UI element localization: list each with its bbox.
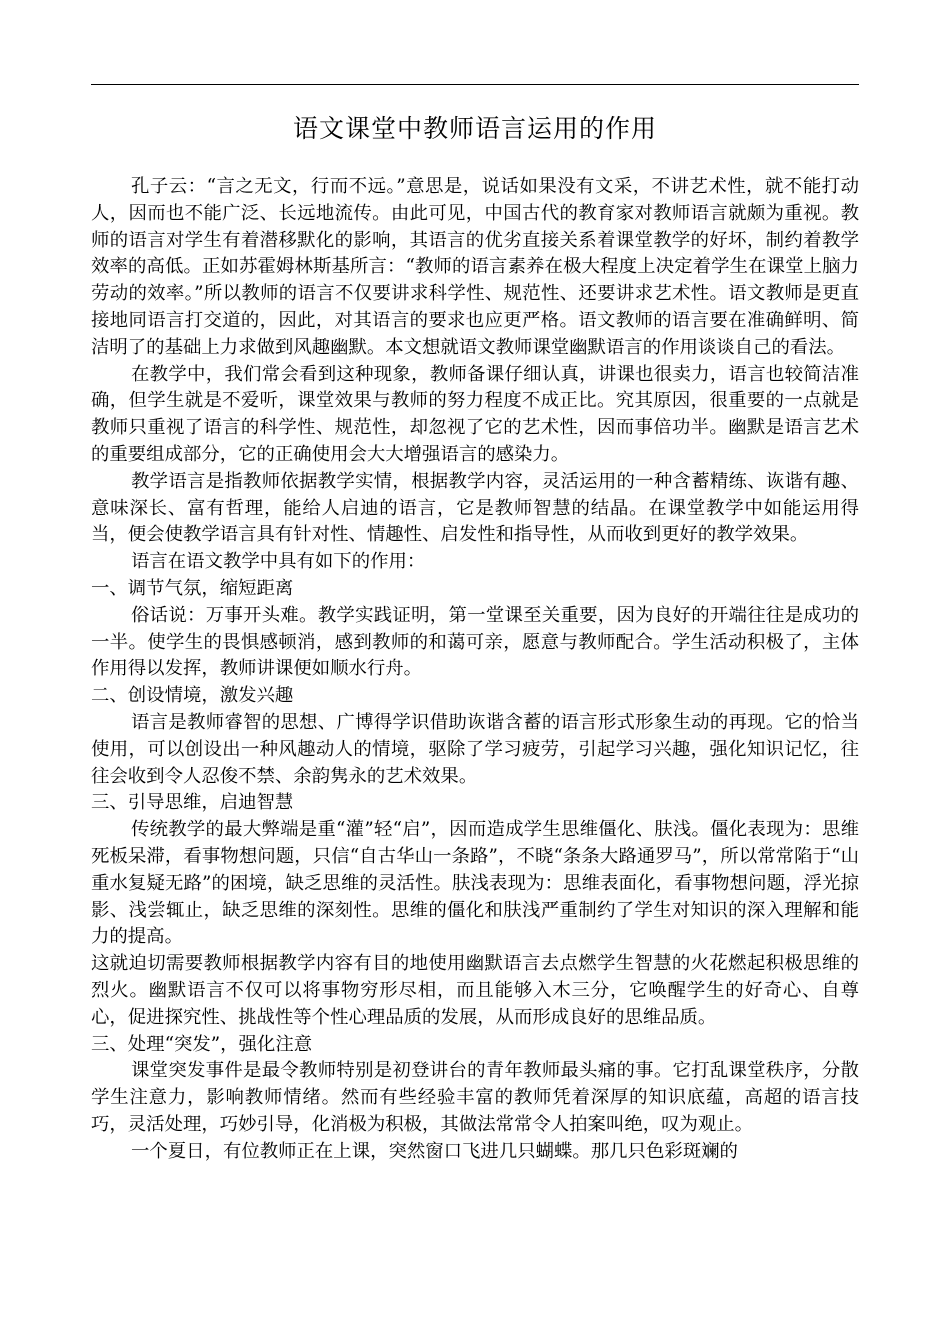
body-paragraph: 俗话说：万事开头难。教学实践证明，第一堂课至关重要，因为良好的开端往往是成功的一半。使学生的畏惧感顿消，感到教师的和蔼可亲，愿意与教师配合。学生活动积极了，主体作用得以发挥，教师讲课便如顺水行舟。 [91, 604, 859, 680]
section-heading: 二、创设情境，激发兴趣 [91, 685, 294, 707]
body-paragraph: 在教学中，我们常会看到这种现象，教师备课仔细认真，讲课也很卖力，语言也较简洁准确，但学生就是不爱听，课堂效果与教师的努力程度不成正比。究其原因，很重要的一点就是教师只重视了语言的科学性、规范性，却忽视了它的艺术性，因而事倍功半。幽默是语言艺术的重要组成部分，它的正确使用会大大增强语言的感染力。 [91, 363, 859, 465]
body-paragraph: 孔子云：“言之无文，行而不远。”意思是，说话如果没有文采，不讲艺术性，就不能打动人，因而也不能广泛、长远地流传。由此可见，中国古代的教育家对教师语言就颇为重视。教师的语言对学生有着潜移默化的影响，其语言的优劣直接关系着课堂教学的好坏，制约着教学效率的高低。正如苏霍姆林斯基所言：“教师的语言素养在极大程度上决定着学生在课堂上脑力劳动的效率。”所以教师的语言不仅要讲求科学性、规范性、还要讲求艺术性。语文教师是更直接地同语言打交道的，因此，对其语言的要求也应更严格。语文教师的语言要在准确鲜明、简洁明了的基础上力求做到风趣幽默。本文想就语文教师课堂幽默语言的作用谈谈自己的看法。 [91, 176, 859, 358]
body-paragraph: 传统教学的最大弊端是重“灌”轻“启”，因而造成学生思维僵化、肤浅。僵化表现为：思维死板呆滞，看事物想问题，只信“自古华山一条路”，不晓“条条大路通罗马”，所以常常陷于“山重水复疑无路”的困境，缺乏思维的灵活性。肤浅表现为：思维表面化，看事物想问题，浮光掠影、浅尝辄止，缺乏思维的深刻性。思维的僵化和肤浅严重制约了学生对知识的深入理解和能力的提高。 [91, 819, 859, 948]
body-paragraph: 一个夏日，有位教师正在上课，突然窗口飞进几只蝴蝶。那几只色彩斑斓的 [131, 1140, 738, 1162]
section-heading: 三、处理“突发”，强化注意 [91, 1033, 313, 1055]
body-paragraph: 这就迫切需要教师根据教学内容有目的地使用幽默语言去点燃学生智慧的火花燃起积极思维的烈火。幽默语言不仅可以将事物穷形尽相，而且能够入木三分，它唤醒学生的好奇心、自尊心，促进探究性、挑战性等个性心理品质的发展，从而形成良好的思维品质。 [91, 953, 859, 1028]
header-rule [91, 84, 859, 85]
document-title: 语文课堂中教师语言运用的作用 [292, 114, 657, 143]
section-heading: 三、引导思维，启迪智慧 [91, 792, 294, 814]
document-body [91, 174, 859, 1165]
body-paragraph: 语言在语文教学中具有如下的作用： [131, 551, 426, 573]
body-paragraph: 教学语言是指教师依据教学实情，根据教学内容，灵活运用的一种含蓄精练、诙谐有趣、意味深长、富有哲理，能给人启迪的语言，它是教师智慧的结晶。在课堂教学中如能运用得当，便会使教学语言具有针对性、情趣性、启发性和指导性，从而收到更好的教学效果。 [91, 470, 859, 546]
section-heading: 一、调节气氛，缩短距离 [91, 577, 294, 599]
body-paragraph: 课堂突发事件是最令教师特别是初登讲台的青年教师最头痛的事。它打乱课堂秩序，分散学生注意力，影响教师情绪。然而有些经验丰富的教师凭着深厚的知识底蕴，高超的语言技巧，灵活处理，巧妙引导，化消极为积极，其做法常常令人拍案叫绝，叹为观止。 [91, 1060, 859, 1135]
body-paragraph: 语言是教师睿智的思想、广博得学识借助诙谐含蓄的语言形式形象生动的再现。它的恰当使用，可以创设出一种风趣动人的情境，驱除了学习疲劳，引起学习兴趣，强化知识记忆，往往会收到令人忍俊不禁、余韵隽永的艺术效果。 [91, 711, 859, 787]
